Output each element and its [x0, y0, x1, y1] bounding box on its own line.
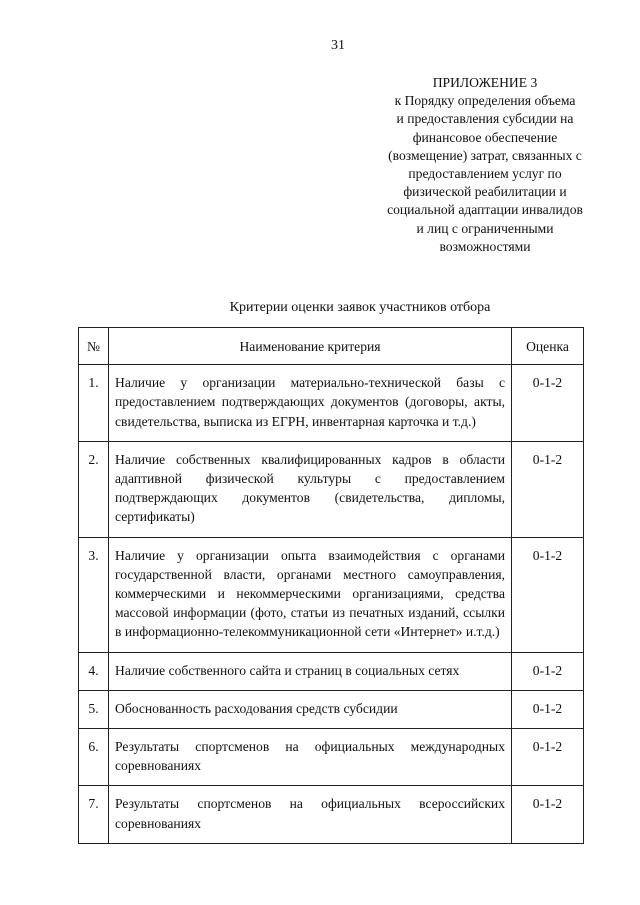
criterion-score: 0-1-2 [512, 690, 584, 728]
row-number: 5. [79, 690, 109, 728]
criteria-table [78, 327, 584, 844]
criterion-score: 0-1-2 [512, 729, 584, 786]
row-number: 3. [79, 537, 109, 652]
criterion-name: Наличие у организации опыта взаимодействия с органами государственной власти, органами местного самоуправления, коммерческими и некоммерческими организациями, средства массовой информации (фото, статьи из печатных изданий, ссылки в информационно-телекоммуникационной сети «Интернет» и.т.д.) [109, 537, 512, 652]
appendix-line: финансовое обеспечение [412, 129, 558, 145]
row-number: 7. [79, 786, 109, 843]
criterion-score: 0-1-2 [512, 365, 584, 442]
criterion-score: 0-1-2 [512, 786, 584, 843]
table-header-row [79, 328, 584, 365]
criterion-score: 0-1-2 [512, 537, 584, 652]
criterion-score: 0-1-2 [512, 652, 584, 690]
row-number: 2. [79, 441, 109, 537]
table-row [79, 786, 584, 843]
appendix-line: предоставлением услуг по [408, 166, 562, 182]
row-number: 1. [79, 365, 109, 442]
table-row [79, 729, 584, 786]
appendix-header [372, 74, 598, 256]
row-number: 6. [79, 729, 109, 786]
header-number: № [79, 328, 109, 365]
row-number: 4. [79, 652, 109, 690]
header-score: Оценка [512, 328, 584, 365]
criterion-name: Обоснованность расходования средств субсидии [109, 690, 512, 728]
criterion-score: 0-1-2 [512, 441, 584, 537]
appendix-line: ПРИЛОЖЕНИЕ 3 [432, 75, 538, 90]
table-title: Критерии оценки заявок участников отбора [229, 300, 491, 315]
appendix-line: к Порядку определения объема [394, 93, 576, 109]
header-criterion-name: Наименование критерия [109, 328, 512, 365]
appendix-line: и лиц с ограниченными [416, 220, 554, 236]
table-row [79, 365, 584, 442]
table-row [79, 652, 584, 690]
criterion-name: Результаты спортсменов на официальных международных соревнованиях [109, 729, 512, 786]
appendix-line: возможностями [439, 238, 531, 254]
table-row [79, 690, 584, 728]
appendix-line: (возмещение) затрат, связанных с [388, 147, 582, 163]
criterion-name: Наличие собственных квалифицированных кадров в области адаптивной физической культуры с предоставлением подтверждающих документов (свидетельства, дипломы, сертификаты) [109, 441, 512, 537]
appendix-line: социальной адаптации инвалидов [387, 202, 583, 218]
table-row [79, 441, 584, 537]
table-row [79, 537, 584, 652]
criterion-name: Наличие у организации материально-технической базы с предоставлением подтверждающих документов (договоры, акты, свидетельства, выписка из ЕГРН, инвентарная карточка и т.д.) [109, 365, 512, 442]
appendix-line: и предоставления субсидии на [396, 111, 574, 127]
appendix-line: физической реабилитации и [403, 184, 567, 200]
criterion-name: Результаты спортсменов на официальных всероссийских соревнованиях [109, 786, 512, 843]
criterion-name: Наличие собственного сайта и страниц в социальных сетях [109, 652, 512, 690]
page-number: 31 [331, 38, 345, 53]
